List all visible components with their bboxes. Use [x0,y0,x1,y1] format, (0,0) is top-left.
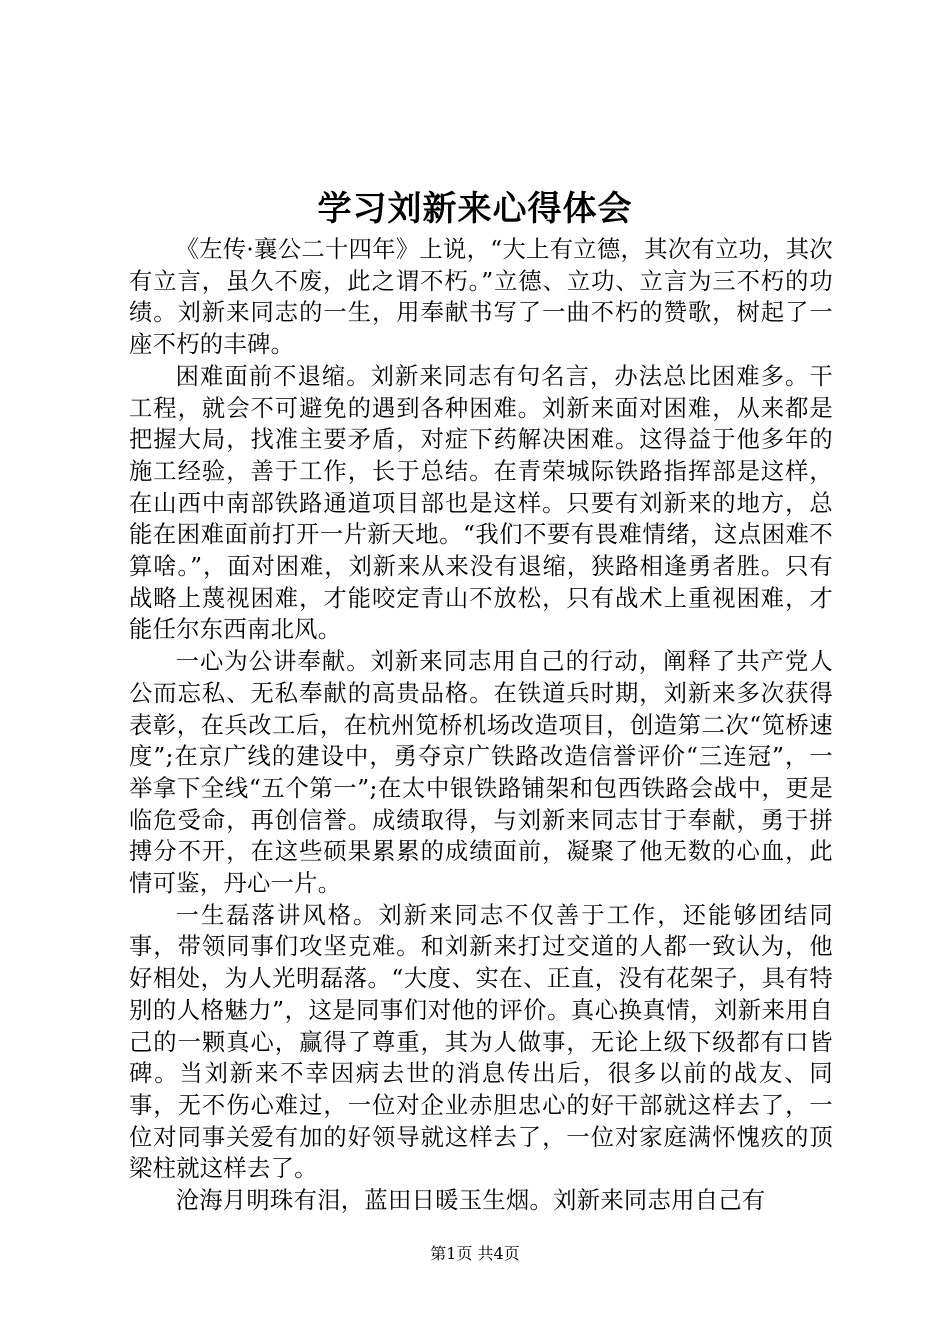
paragraph-closing: 沧海月明珠有泪，蓝田日暖玉生烟。刘新来同志用自己有 [175,1187,766,1215]
paragraph-character: 一生磊落讲风格。刘新来同志不仅善于工作，还能够团结同事，带领同事们攻坚克难。和刘新来打过交道的人都一致认为，他好相处，为人光明磊落。“大度、实在、正直，没有花架子，具有特别的人格魅力”，这是同事们对他的评价。真心换真情，刘新来用自己的一颗真心，赢得了尊重，其为人做事，无论上级下级都有口皆碑。当刘新来不幸因病去世的消息传出后，很多以前的战友、同事，无不伤心难过，一位对企业赤胆忠心的好干部就这样去了，一位对同事关爱有加的好领导就这样去了，一位对家庭满怀愧疚的顶梁柱就这样去了。 [129,901,833,1183]
page-footer: 第1页 共4页 [430,1244,520,1263]
paragraph-difficulty: 困难面前不退缩。刘新来同志有句名言，办法总比困难多。干工程，就会不可避免的遇到各种困难。刘新来面对困难，从来都是把握大局，找准主要矛盾，对症下药解决困难。这得益于他多年的施工经验，善于工作，长于总结。在青荣城际铁路指挥部是这样，在山西中南部铁路通道项目部也是这样。只要有刘新来的地方，总能在困难面前打开一片新天地。“我们不要有畏难情绪，这点困难不算啥。”，面对困难，刘新来从来没有退缩，狭路相逢勇者胜。只有战略上蔑视困难，才能咬定青山不放松，只有战术上重视困难，才能任尔东西南北风。 [129,362,833,644]
paragraph-dedication: 一心为公讲奉献。刘新来同志用自己的行动，阐释了共产党人公而忘私、无私奉献的高贵品格。在铁道兵时期，刘新来多次获得表彰，在兵改工后，在杭州笕桥机场改造项目，创造第二次“笕桥速度”;在京广线的建设中，勇夺京广铁路改造信誉评价“三连冠”，一举拿下全线“五个第一”;在太中银铁路铺架和包西铁路会战中，更是临危受命，再创信誉。成绩取得，与刘新来同志甘于奉献，勇于拼搏分不开，在这些硕果累累的成绩面前，凝聚了他无数的心血，此情可鉴，丹心一片。 [129,648,833,898]
paragraph-intro: 《左传·襄公二十四年》上说，“大上有立德，其次有立功，其次有立言，虽久不废，此之谓不朽。”立德、立功、立言为三不朽的功绩。刘新来同志的一生，用奉献书写了一曲不朽的赞歌，树起了一座不朽的丰碑。 [129,236,833,359]
document-title: 学习刘新来心得体会 [317,189,633,229]
document-body [129,234,833,1217]
